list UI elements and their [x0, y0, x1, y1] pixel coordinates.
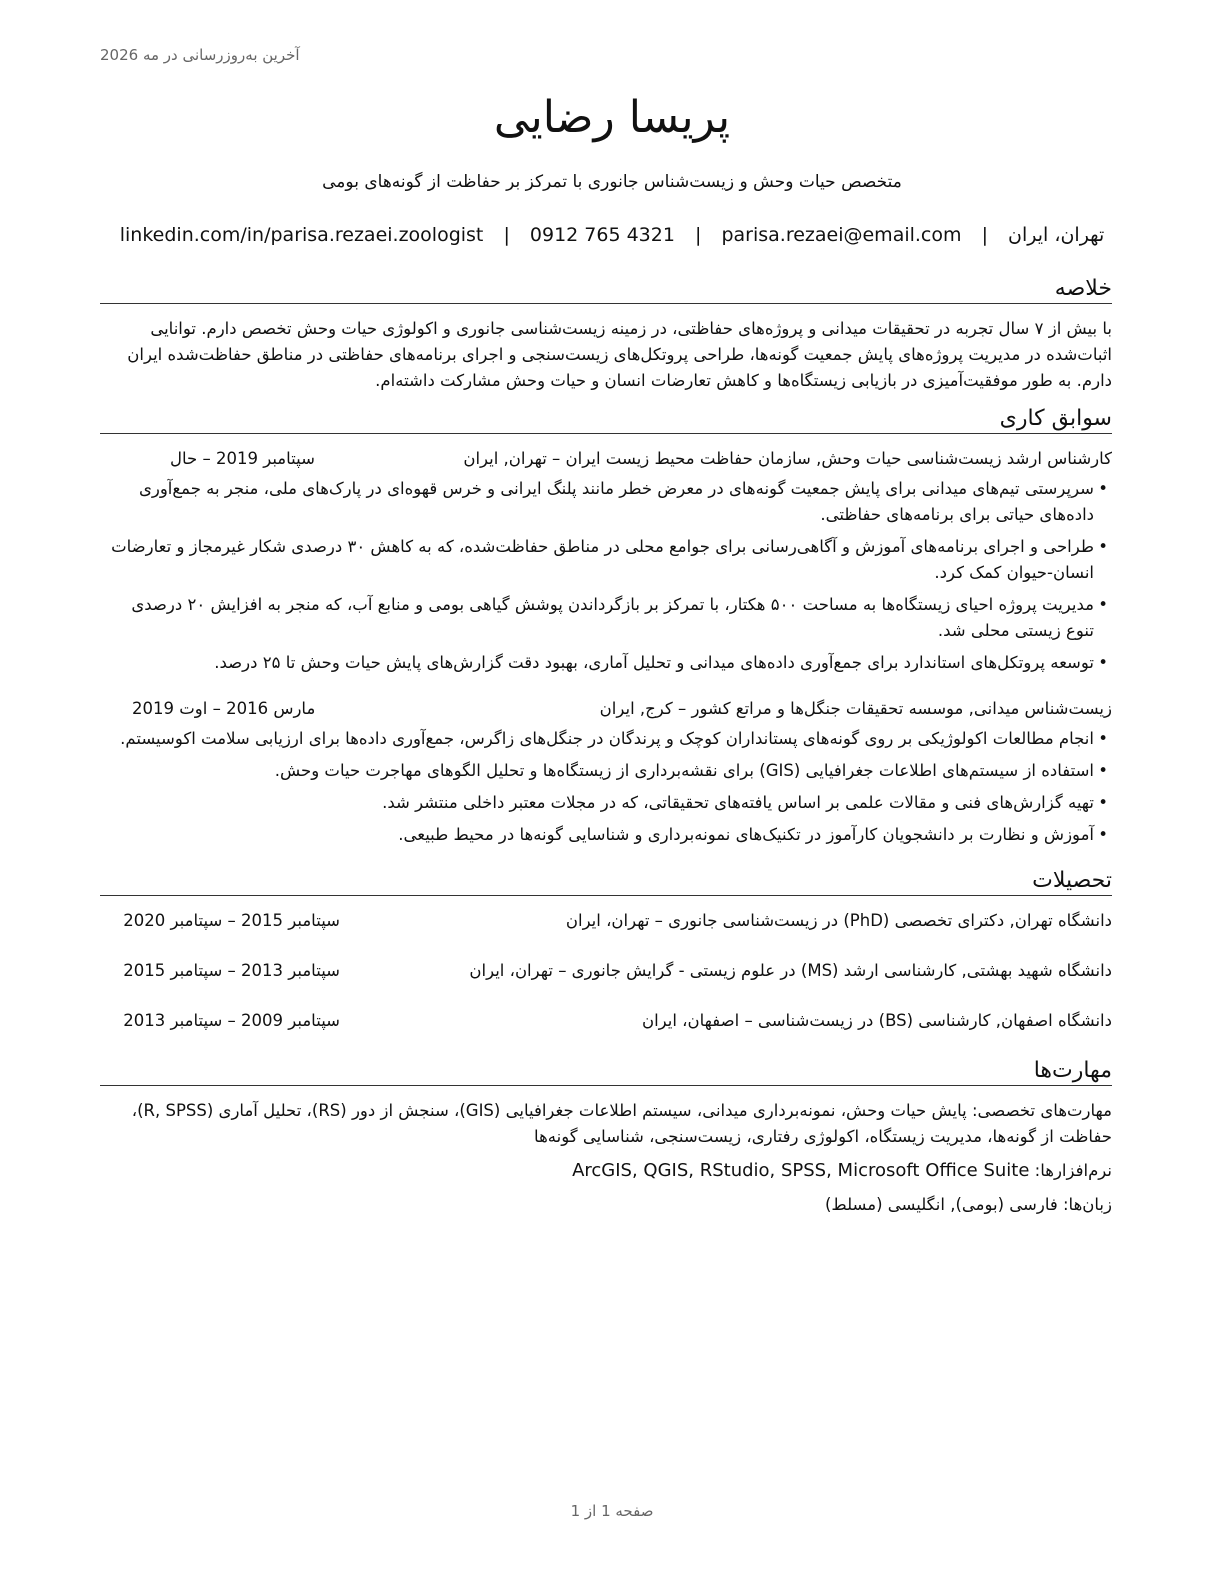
section-title-skills: مهارت‌ها: [100, 1058, 1112, 1086]
education-dates: سپتامبر 2015 – سپتامبر 2020: [123, 911, 340, 930]
phone-number: 0912 765 4321: [529, 224, 675, 246]
education-section: [100, 868, 1112, 1034]
bullet-item: • سرپرستی تیم‌های میدانی برای پایش جمعیت گونه‌های در معرض خطر مانند پلنگ ایرانی و خرس قهوه‌ای در پارک‌های ملی، منجر به جمع‌آوری داده‌های حیاتی برای برنامه‌های حفاظتی.: [100, 476, 1094, 528]
contact-line: [0, 224, 1224, 246]
section-title-summary: خلاصه: [100, 276, 1112, 304]
job-bullets: [100, 476, 1112, 676]
job-dates: سپتامبر 2019 – حال: [170, 449, 315, 468]
skills-software-label: نرم‌افزارها:: [1034, 1161, 1112, 1180]
section-title-experience: سوابق کاری: [100, 406, 1112, 434]
resume-content: [100, 276, 1112, 1226]
job-header: [100, 696, 1112, 722]
education-degree: دانشگاه اصفهان, کارشناسی (BS) در زیست‌شناسی – اصفهان، ایران: [641, 1011, 1112, 1030]
bullet-item: • طراحی و اجرای برنامه‌های آموزش و آگاهی‌رسانی برای جوامع محلی در مناطق حفاظت‌شده، که به کاهش ۳۰ درصدی شکار غیرمجاز و تعارضات انسان-حیوان کمک کرد.: [100, 534, 1094, 586]
education-degree: دانشگاه شهید بهشتی, کارشناسی ارشد (MS) در علوم زیستی - گرایش جانوری – تهران، ایران: [469, 961, 1112, 980]
separator: |: [503, 224, 510, 246]
skills-software-list: ArcGIS, QGIS, RStudio, SPSS, Microsoft Office Suite: [572, 1160, 1030, 1181]
summary-section: [100, 276, 1112, 394]
job-heading: زیست‌شناس میدانی, موسسه تحقیقات جنگل‌ها و مراتع کشور – کرج, ایران: [599, 699, 1112, 718]
bullet-item: • استفاده از سیستم‌های اطلاعات جغرافیایی (GIS) برای نقشه‌برداری از زیستگاه‌ها و تحلیل الگوهای مهاجرت حیات وحش.: [100, 758, 1094, 784]
job-header: [100, 446, 1112, 472]
bullet-item: • آموزش و نظارت بر دانشجویان کارآموز در تکنیک‌های نمونه‌برداری و شناسایی گونه‌ها در محیط طبیعی.: [100, 822, 1094, 848]
tagline: متخصص حیات وحش و زیست‌شناس جانوری با تمرکز بر حفاظت از گونه‌های بومی: [322, 172, 902, 192]
linkedin-link[interactable]: linkedin.com/in/parisa.rezaei.zoologist: [119, 224, 484, 246]
experience-section: [100, 406, 1112, 848]
education-dates: سپتامبر 2013 – سپتامبر 2015: [123, 961, 340, 980]
skills-specialized: مهارت‌های تخصصی: پایش حیات وحش، نمونه‌برداری میدانی، سیستم اطلاعات جغرافیایی (GIS)، سنجش از دور (RS)، تحلیل آماری (R, SPSS)، حفاظت از گونه‌ها، مدیریت زیستگاه، اکولوژی رفتاری، زیست‌سنجی، شناسایی گونه‌ها: [131, 1101, 1112, 1146]
section-title-education: تحصیلات: [100, 868, 1112, 896]
summary-text: با بیش از ۷ سال تجربه در تحقیقات میدانی و پروژه‌های حفاظتی، در زمینه زیست‌شناسی جانوری و اکولوژی حیات وحش تخصص دارم. توانایی اثبات‌شده در مدیریت پروژه‌های پایش جمعیت گونه‌ها، طراحی پروتکل‌های زیست‌سنجی و اجرای برنامه‌های حفاظتی در مناطق حفاظت‌شده ایران دارم. به طور موفقیت‌آمیزی در بازیابی زیستگاه‌ها و کاهش تعارضات انسان و حیات وحش مشارکت داشته‌ام.: [127, 319, 1112, 390]
email-link[interactable]: parisa.rezaei@email.com: [721, 224, 962, 246]
job-dates: مارس 2016 – اوت 2019: [132, 699, 316, 718]
bullet-item: • انجام مطالعات اکولوژیکی بر روی گونه‌های پستانداران کوچک و پرندگان در جنگل‌های زاگرس، جمع‌آوری داده‌ها برای ارزیابی سلامت اکوسیستم.: [100, 726, 1094, 752]
education-dates: سپتامبر 2009 – سپتامبر 2013: [123, 1011, 340, 1030]
skills-software: [100, 1158, 1112, 1184]
skills-section: [100, 1058, 1112, 1218]
education-degree: دانشگاه تهران, دکترای تخصصی (PhD) در زیست‌شناسی جانوری – تهران، ایران: [565, 911, 1112, 930]
education-entry: [100, 1008, 1112, 1034]
bullet-item: • تهیه گزارش‌های فنی و مقالات علمی بر اساس یافته‌های تحقیقاتی، که در مجلات معتبر داخلی منتشر شد.: [100, 790, 1094, 816]
bullet-item: • مدیریت پروژه احیای زیستگاه‌ها به مساحت ۵۰۰ هکتار، با تمرکز بر بازگرداندن پوشش گیاهی بومی و منابع آب، که منجر به افزایش ۲۰ درصدی تنوع زیستی محلی شد.: [100, 592, 1094, 644]
education-entry: [100, 958, 1112, 984]
job-entry: [100, 446, 1112, 676]
job-entry: [100, 696, 1112, 848]
location: تهران، ایران: [1008, 224, 1105, 246]
person-name: پریسا رضایی: [493, 92, 731, 143]
education-entry: [100, 908, 1112, 934]
bullet-item: • توسعه پروتکل‌های استاندارد برای جمع‌آوری داده‌های میدانی و تحلیل آماری، بهبود دقت گزارش‌های پایش حیات وحش تا ۲۵ درصد.: [100, 650, 1094, 676]
page-number: صفحه 1 از 1: [570, 1502, 654, 1520]
last-updated-text: آخرین به‌روزرسانی در مه 2026: [100, 46, 300, 64]
separator: |: [981, 224, 988, 246]
job-bullets: [100, 726, 1112, 848]
skills-languages: زبان‌ها: فارسی (بومی), انگلیسی (مسلط): [824, 1195, 1112, 1214]
job-heading: کارشناس ارشد زیست‌شناسی حیات وحش, سازمان حفاظت محیط زیست ایران – تهران, ایران: [463, 449, 1112, 468]
separator: |: [695, 224, 702, 246]
